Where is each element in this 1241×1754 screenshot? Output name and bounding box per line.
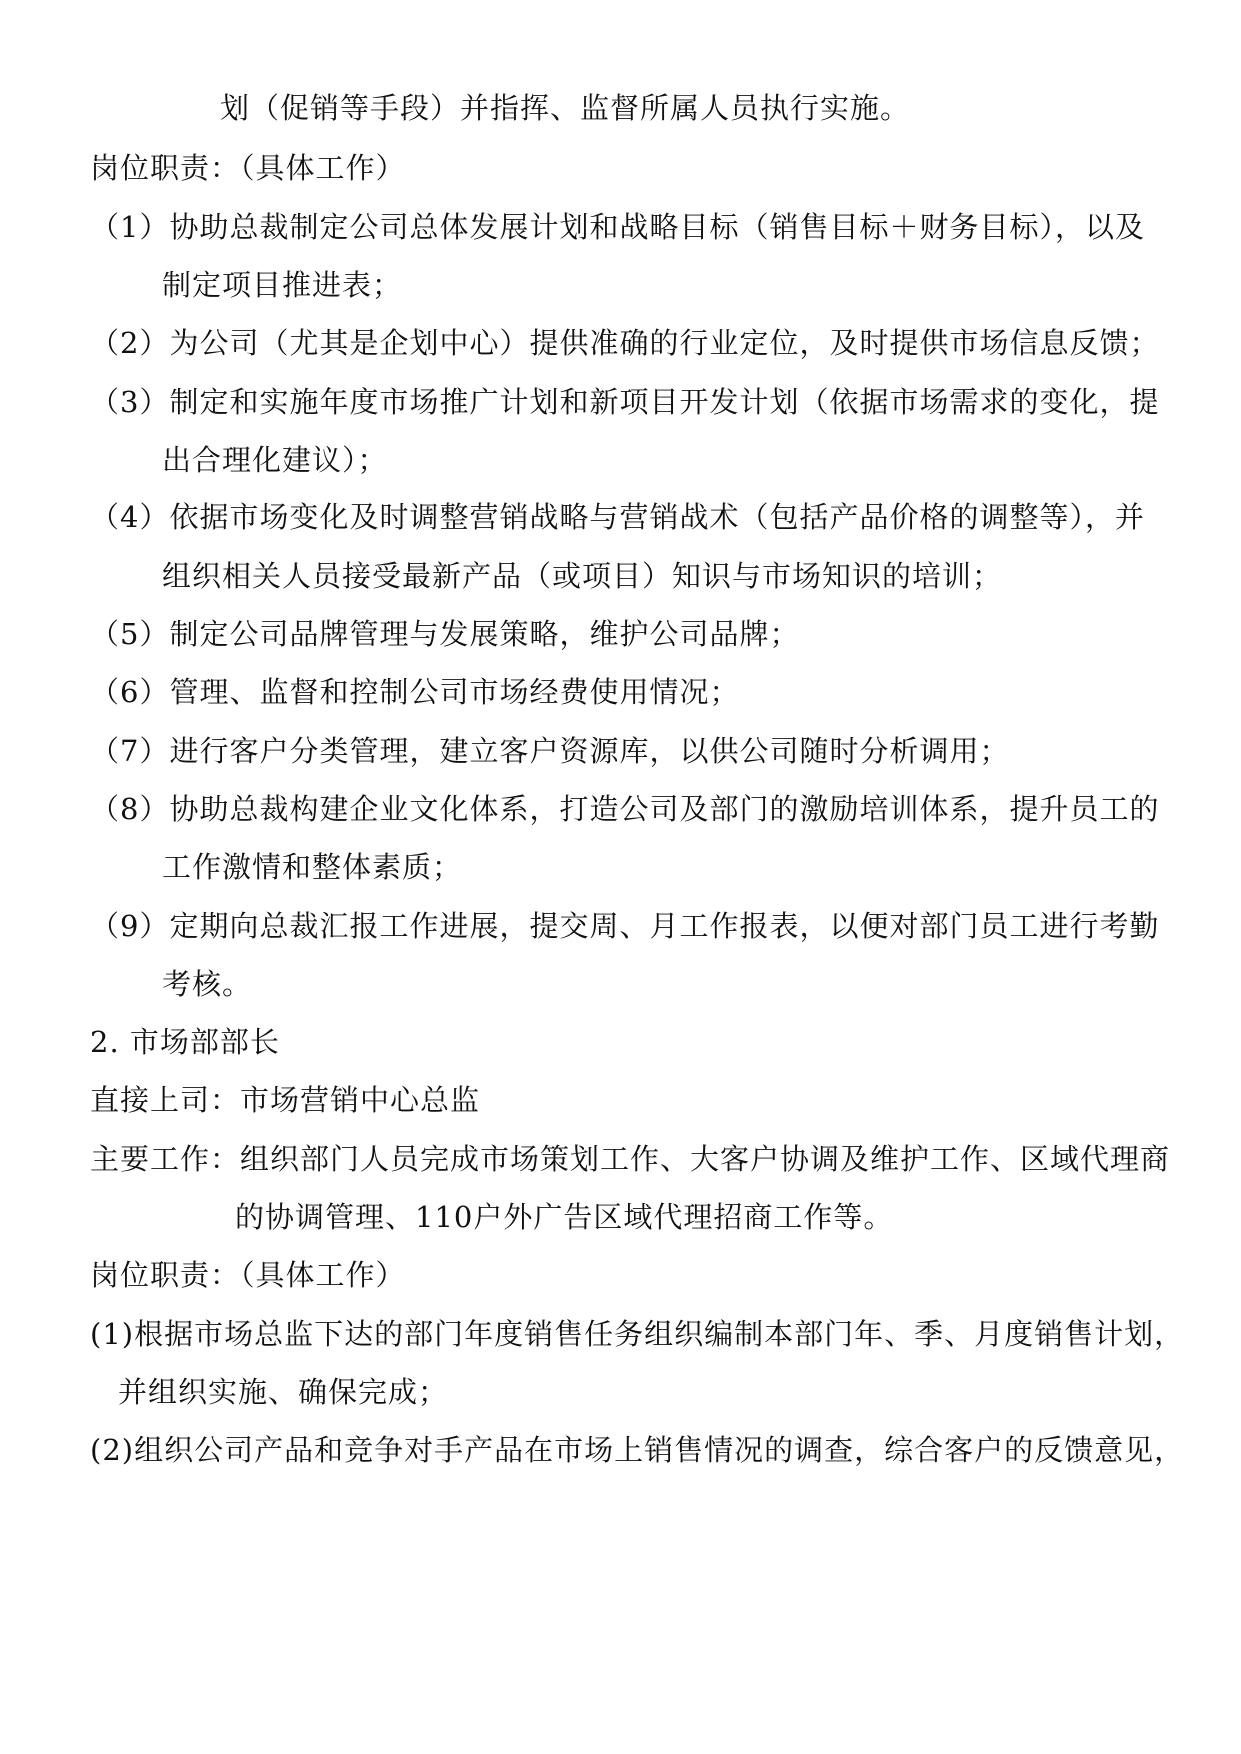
list-item: （1）协助总裁制定公司总体发展计划和战略目标（销售目标＋财务目标），以及 <box>90 210 1145 244</box>
list-item: (2)组织公司产品和竞争对手产品在市场上销售情况的调查，综合客户的反馈意见， <box>90 1433 1185 1467</box>
text-line: 主要工作：组织部门人员完成市场策划工作、大客户协调及维护工作、区域代理商 <box>90 1142 1171 1176</box>
list-item: （2）为公司（尤其是企划中心）提供准确的行业定位，及时提供市场信息反馈； <box>90 326 1160 360</box>
section-heading: 岗位职责：（具体工作） <box>90 151 406 185</box>
text-line: 工作激情和整体素质； <box>162 850 463 884</box>
list-item: （5）制定公司品牌管理与发展策略，维护公司品牌； <box>90 617 800 651</box>
text-line: 出合理化建议）； <box>162 443 388 477</box>
list-item: （4）依据市场变化及时调整营销战略与营销战术（包括产品价格的调整等），并 <box>90 500 1145 534</box>
text-line: 划（促销等手段）并指挥、监督所属人员执行实施。 <box>220 91 911 125</box>
text-line: 组织相关人员接受最新产品（或项目）知识与市场知识的培训； <box>162 559 1003 593</box>
text-line: 制定项目推进表； <box>162 268 403 302</box>
section-title: 2. 市场部部长 <box>90 1025 280 1059</box>
text-line: 直接上司：市场营销中心总监 <box>90 1083 481 1117</box>
list-item: （7）进行客户分类管理，建立客户资源库，以供公司随时分析调用； <box>90 734 1010 768</box>
list-item: （3）制定和实施年度市场推广计划和新项目开发计划（依据市场需求的变化，提 <box>90 385 1160 419</box>
list-item: (1)根据市场总监下达的部门年度销售任务组织编制本部门年、季、月度销售计划， <box>90 1317 1185 1351</box>
list-item: （6）管理、监督和控制公司市场经费使用情况； <box>90 675 740 709</box>
list-item: （9）定期向总裁汇报工作进展，提交周、月工作报表，以便对部门员工进行考勤 <box>90 909 1160 943</box>
list-item: （8）协助总裁构建企业文化体系，打造公司及部门的激励培训体系，提升员工的 <box>90 792 1160 826</box>
text-line: 考核。 <box>162 967 253 1001</box>
text-line: 的协调管理、110户外广告区域代理招商工作等。 <box>235 1200 894 1234</box>
text-line: 并组织实施、确保完成； <box>118 1375 449 1409</box>
section-heading: 岗位职责：（具体工作） <box>90 1258 406 1292</box>
